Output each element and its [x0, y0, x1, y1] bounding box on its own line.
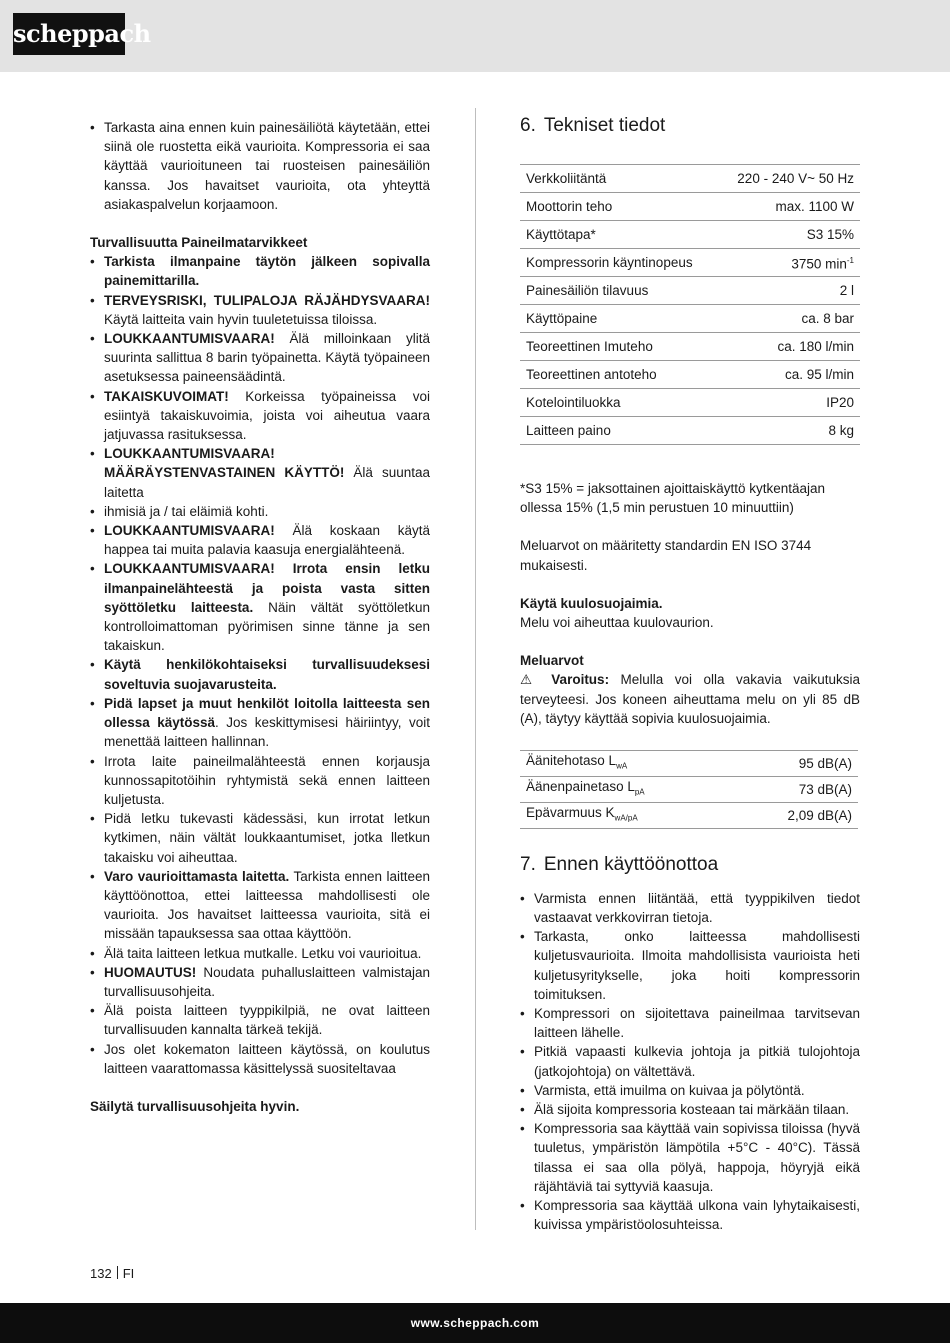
- list-item: [90, 1001, 430, 1039]
- spec-label: Käyttöpaine: [520, 305, 718, 333]
- page-number-value: 132: [90, 1266, 112, 1281]
- list-item-text: . Jos keskittymisesi häiriintyy, voit menettää laitteen hallinnan.: [104, 715, 430, 750]
- warning-text: Melulla voi olla vakavia vaikutuksia terveyteesi. Jos koneen aiheuttama melu on yli 85 dB (A), täytyy käyttää sopivia kuulosuojaimia.: [520, 672, 860, 726]
- noise-values-heading: Meluarvot: [520, 653, 584, 669]
- header-bar: [0, 0, 950, 72]
- footer-bar: [0, 1303, 950, 1343]
- spec-value-text: 2 l: [839, 282, 854, 298]
- list-item-text: Älä poista laitteen tyyppikilpiä, ne ovat laitteen turvallisuuden kannalta tärkeä tekijä.: [104, 1003, 430, 1038]
- list-item: • Varmista ennen liitäntää, että tyyppikilven tiedot vastaavat verkkovirran tietoja.: [520, 889, 860, 927]
- left-column: [90, 118, 430, 1116]
- spec-row: [520, 305, 860, 333]
- spec-row: [520, 417, 860, 445]
- list-item-text: Älä milloinkaan ylitä suurinta sallittua 8 barin työpainetta. Käytä työpaineen asetuksessa paineensäädintä.: [104, 331, 430, 385]
- spec-label: Laitteen paino: [520, 417, 718, 445]
- spec-row: [520, 361, 860, 389]
- spec-value-text: IP20: [826, 394, 854, 410]
- list-item: [90, 752, 430, 810]
- spec-row: [520, 193, 860, 221]
- warning-icon: ⚠: [520, 672, 540, 688]
- closing-note: Säilytä turvallisuusohjeita hyvin.: [90, 1098, 300, 1114]
- spec-row: [520, 221, 860, 249]
- language-code: FI: [122, 1266, 135, 1281]
- list-item: [90, 329, 430, 387]
- warning-paragraph: [520, 670, 860, 728]
- list-item-bold: LOUKKAANTUMISVAARA!: [104, 523, 275, 539]
- spec-value: [718, 417, 860, 445]
- website-url: www.scheppach.com: [410, 1316, 540, 1330]
- noise-label-text: Epävarmuus K: [526, 804, 615, 820]
- section-title: Ennen käyttöönottoa: [543, 853, 719, 875]
- spec-value: [718, 193, 860, 221]
- spec-value-text: 220 - 240 V~ 50 Hz: [737, 170, 854, 186]
- noise-label-text: Äänenpainetaso L: [526, 778, 635, 794]
- list-item-bold: Varo vaurioittamasta laitetta.: [104, 868, 290, 884]
- page-number: [90, 1266, 134, 1281]
- list-item: • Varmista, että imuilma on kuivaa ja pölytöntä.: [520, 1081, 860, 1100]
- ear-protection-text: Melu voi aiheuttaa kuulovaurion.: [520, 615, 714, 631]
- list-item: • Tarkasta aina ennen kuin painesäiliötä käytetään, ettei siinä ole ruostetta eikä vaurioita. Kompressoria ei saa käyttää vaurioituneen tai ruosteisen painesäiliön kanssa. Jos havaitset vaurioita, ota yhteyttä asiakaspalvelun korjaamoon.: [90, 118, 430, 214]
- intro-list: [90, 118, 430, 214]
- column-divider: [475, 108, 476, 1230]
- spec-value: [718, 361, 860, 389]
- s3-note: *S3 15% = jaksottainen ajoittaiskäyttö kytkentäajan ollessa 15% (1,5 min perustuen 10 minuuttiin): [520, 481, 826, 516]
- startup-list: [520, 889, 860, 1235]
- spec-label: Painesäiliön tilavuus: [520, 277, 718, 305]
- spec-label: Verkkoliitäntä: [520, 165, 718, 193]
- spec-label: Teoreettinen Imuteho: [520, 333, 718, 361]
- noise-row: [520, 776, 858, 802]
- list-item-text: Jos olet kokematon laitteen käytössä, on koulutus laitteen vaarattomassa käsittelyssä suositeltavaa: [104, 1041, 430, 1076]
- list-item: • Pitkiä vapaasti kulkevia johtoja ja pitkiä tulojohtoja (jatkojohtoja) on vältettävä.: [520, 1042, 860, 1080]
- spec-row: [520, 277, 860, 305]
- list-item: [90, 502, 430, 521]
- list-item-bold: LOUKKAANTUMISVAARA! Irrota ensin letku ilmanpainelähteestä ja poista vasta sitten syöttöletku laitteesta.: [104, 561, 430, 615]
- list-item: [90, 867, 430, 944]
- spec-row: [520, 333, 860, 361]
- list-item: [90, 694, 430, 752]
- list-item: [90, 809, 430, 867]
- list-item-text: Älä taita laitteen letkua mutkalle. Letku voi vaurioitua.: [104, 945, 422, 961]
- list-item: • Kompressori on sijoitettava paineilmaa tarvitsevan laitteen lähelle.: [520, 1004, 860, 1042]
- list-item-bold: LOUKKAANTUMISVAARA! MÄÄRÄYSTENVASTAINEN KÄYTTÖ!: [104, 446, 345, 481]
- list-item-text: Korkeissa työpaineissa voi esiintyä takaiskuvoimia, joista voi aiheutua vaara jatjuvassa rasituksessa.: [104, 388, 430, 443]
- list-item-bold: TAKAISKUVOIMAT!: [104, 388, 229, 404]
- list-item: • Älä sijoita kompressoria kosteaan tai märkään tilaan.: [520, 1100, 860, 1119]
- spec-label: Teoreettinen antoteho: [520, 361, 718, 389]
- section-number: 6.: [520, 115, 536, 136]
- list-item: [90, 252, 430, 290]
- spec-value-text: 8 kg: [828, 422, 854, 438]
- list-item: [90, 291, 430, 329]
- list-item: [90, 521, 430, 559]
- safety-heading: Turvallisuutta Paineilmatarvikkeet: [90, 235, 308, 251]
- noise-row: [520, 751, 858, 777]
- spec-value: [718, 249, 860, 277]
- list-item: • Tarkasta, onko laitteessa mahdollisesti kuljetusvaurioita. Ilmoita mahdollisista vaurioista heti kuljetusyritykselle, joka hoiti kompressorin toimituksen.: [520, 927, 860, 1004]
- spec-label: Moottorin teho: [520, 193, 718, 221]
- noise-standard-note: Meluarvot on määritetty standardin EN ISO 3744 mukaisesti.: [520, 538, 812, 573]
- spec-label: Kotelointiluokka: [520, 389, 718, 417]
- safety-list: [90, 252, 430, 1078]
- section-title: Tekniset tiedot: [543, 115, 666, 136]
- spec-value: [718, 221, 860, 249]
- right-column: [520, 112, 860, 1234]
- spec-value: [718, 389, 860, 417]
- list-item: [90, 559, 430, 655]
- list-item-text: Älä suuntaa laitetta: [104, 465, 430, 500]
- noise-row: [520, 802, 858, 828]
- spec-label: Käyttötapa*: [520, 221, 718, 249]
- spec-value-text: S3 15%: [806, 226, 854, 242]
- noise-label-sub: pA: [634, 787, 645, 797]
- list-item-text: Käytä laitteita vain hyvin tuuletetuissa tiloissa.: [104, 311, 378, 327]
- list-item: [90, 655, 430, 693]
- spec-value: [718, 305, 860, 333]
- spec-value: [718, 333, 860, 361]
- list-item-text: Näin vältät syöttöletkun kontrolloimattoman pyörimisen sinne tänne ja sen takaiskun.: [104, 599, 430, 654]
- list-item-text: ihmisiä ja / tai eläimiä kohti.: [104, 503, 269, 519]
- list-item-text: Irrota laite paineilmalähteestä ennen korjausja kunnossapitotöihin ryhtymistä sekä ennen laitteen kuljetusta.: [104, 753, 430, 807]
- list-item: [90, 444, 430, 502]
- noise-label: [520, 802, 733, 828]
- list-item: [90, 963, 430, 1001]
- noise-label-sub: wA/pA: [614, 813, 638, 823]
- list-item-text: Älä koskaan käytä happea tai muita palavia kaasuja energialähteenä.: [104, 523, 430, 558]
- spec-table: [520, 164, 860, 445]
- section-7-heading: [520, 851, 860, 879]
- noise-table: [520, 750, 858, 829]
- list-item: [90, 387, 430, 445]
- list-item-bold: LOUKKAANTUMISVAARA!: [104, 331, 275, 347]
- list-item: • Kompressoria saa käyttää vain sopivissa tiloissa (hyvä tuuletus, ympäristön lämpötila +5°C - 40°C). Tässä tilassa ei saa olla pölyä, happoja, höyryjä eikä räjähtäviä tai syttyviä kaasuja.: [520, 1119, 860, 1196]
- ear-protection-heading: Käytä kuulosuojaimia.: [520, 595, 663, 611]
- list-item-bold: HUOMAUTUS!: [104, 964, 197, 980]
- spec-row: [520, 165, 860, 193]
- list-item: • Kompressoria saa käyttää ulkona vain lyhytaikaisesti, kuivissa ympäristöolosuhteissa.: [520, 1196, 860, 1234]
- spec-row: [520, 389, 860, 417]
- list-item-text: Noudata puhalluslaitteen valmistajan turvallisuusohjeita.: [104, 964, 430, 999]
- spec-value-text: ca. 8 bar: [801, 310, 854, 326]
- noise-label: [520, 776, 733, 802]
- noise-value: 2,09 dB(A): [733, 802, 858, 828]
- spec-row: [520, 249, 860, 277]
- noise-value: 95 dB(A): [733, 751, 858, 777]
- section-number: 7.: [520, 853, 536, 875]
- section-6-heading: [520, 112, 860, 140]
- spec-value-text: max. 1100 W: [775, 198, 854, 214]
- noise-label-sub: wA: [616, 761, 628, 771]
- noise-value: 73 dB(A): [733, 776, 858, 802]
- spec-value-sup: -1: [846, 256, 854, 266]
- warning-label: Varoitus:: [551, 672, 610, 688]
- list-item-bold: TERVEYSRISKI, TULIPALOJA RÄJÄHDYSVAARA!: [104, 292, 430, 308]
- noise-label-text: Äänitehotaso L: [526, 753, 617, 769]
- spec-value: [718, 277, 860, 305]
- list-item: [90, 944, 430, 963]
- spec-value-text: ca. 180 l/min: [777, 338, 854, 354]
- list-item-bold: Käytä henkilökohtaiseksi turvallisuudeksesi soveltuvia suojavarusteita.: [104, 657, 430, 692]
- spec-label: Kompressorin käyntinopeus: [520, 249, 718, 277]
- spec-value-text: ca. 95 l/min: [784, 366, 854, 382]
- list-item-bold: Pidä lapset ja muut henkilöt loitolla laitteesta sen ollessa käytössä: [104, 695, 430, 731]
- noise-label: [520, 751, 733, 777]
- list-item: [90, 1040, 430, 1078]
- list-item-text: Tarkista ennen laitteen käyttöönottoa, ettei laitteessa mahdollisesti ole vaurioita. Jos havaitset laitteessa vaurioita, sitä ei missään tapauksessa saa ottaa käyttöön.: [104, 868, 431, 942]
- list-item-bold: Tarkista ilmanpaine täytön jälkeen sopivalla painemittarilla.: [104, 254, 430, 289]
- brand-logo: scheppach: [13, 13, 125, 55]
- separator: [117, 1266, 118, 1279]
- spec-value-text: 3750 min: [791, 256, 847, 272]
- list-item-text: Pidä letku tukevasti kädessäsi, kun irrotat letkun kytkimen, näin vältät loukkaantumiset, jotka lletkun takaisku voi aiheuttaa.: [104, 811, 430, 865]
- spec-value: [718, 165, 860, 193]
